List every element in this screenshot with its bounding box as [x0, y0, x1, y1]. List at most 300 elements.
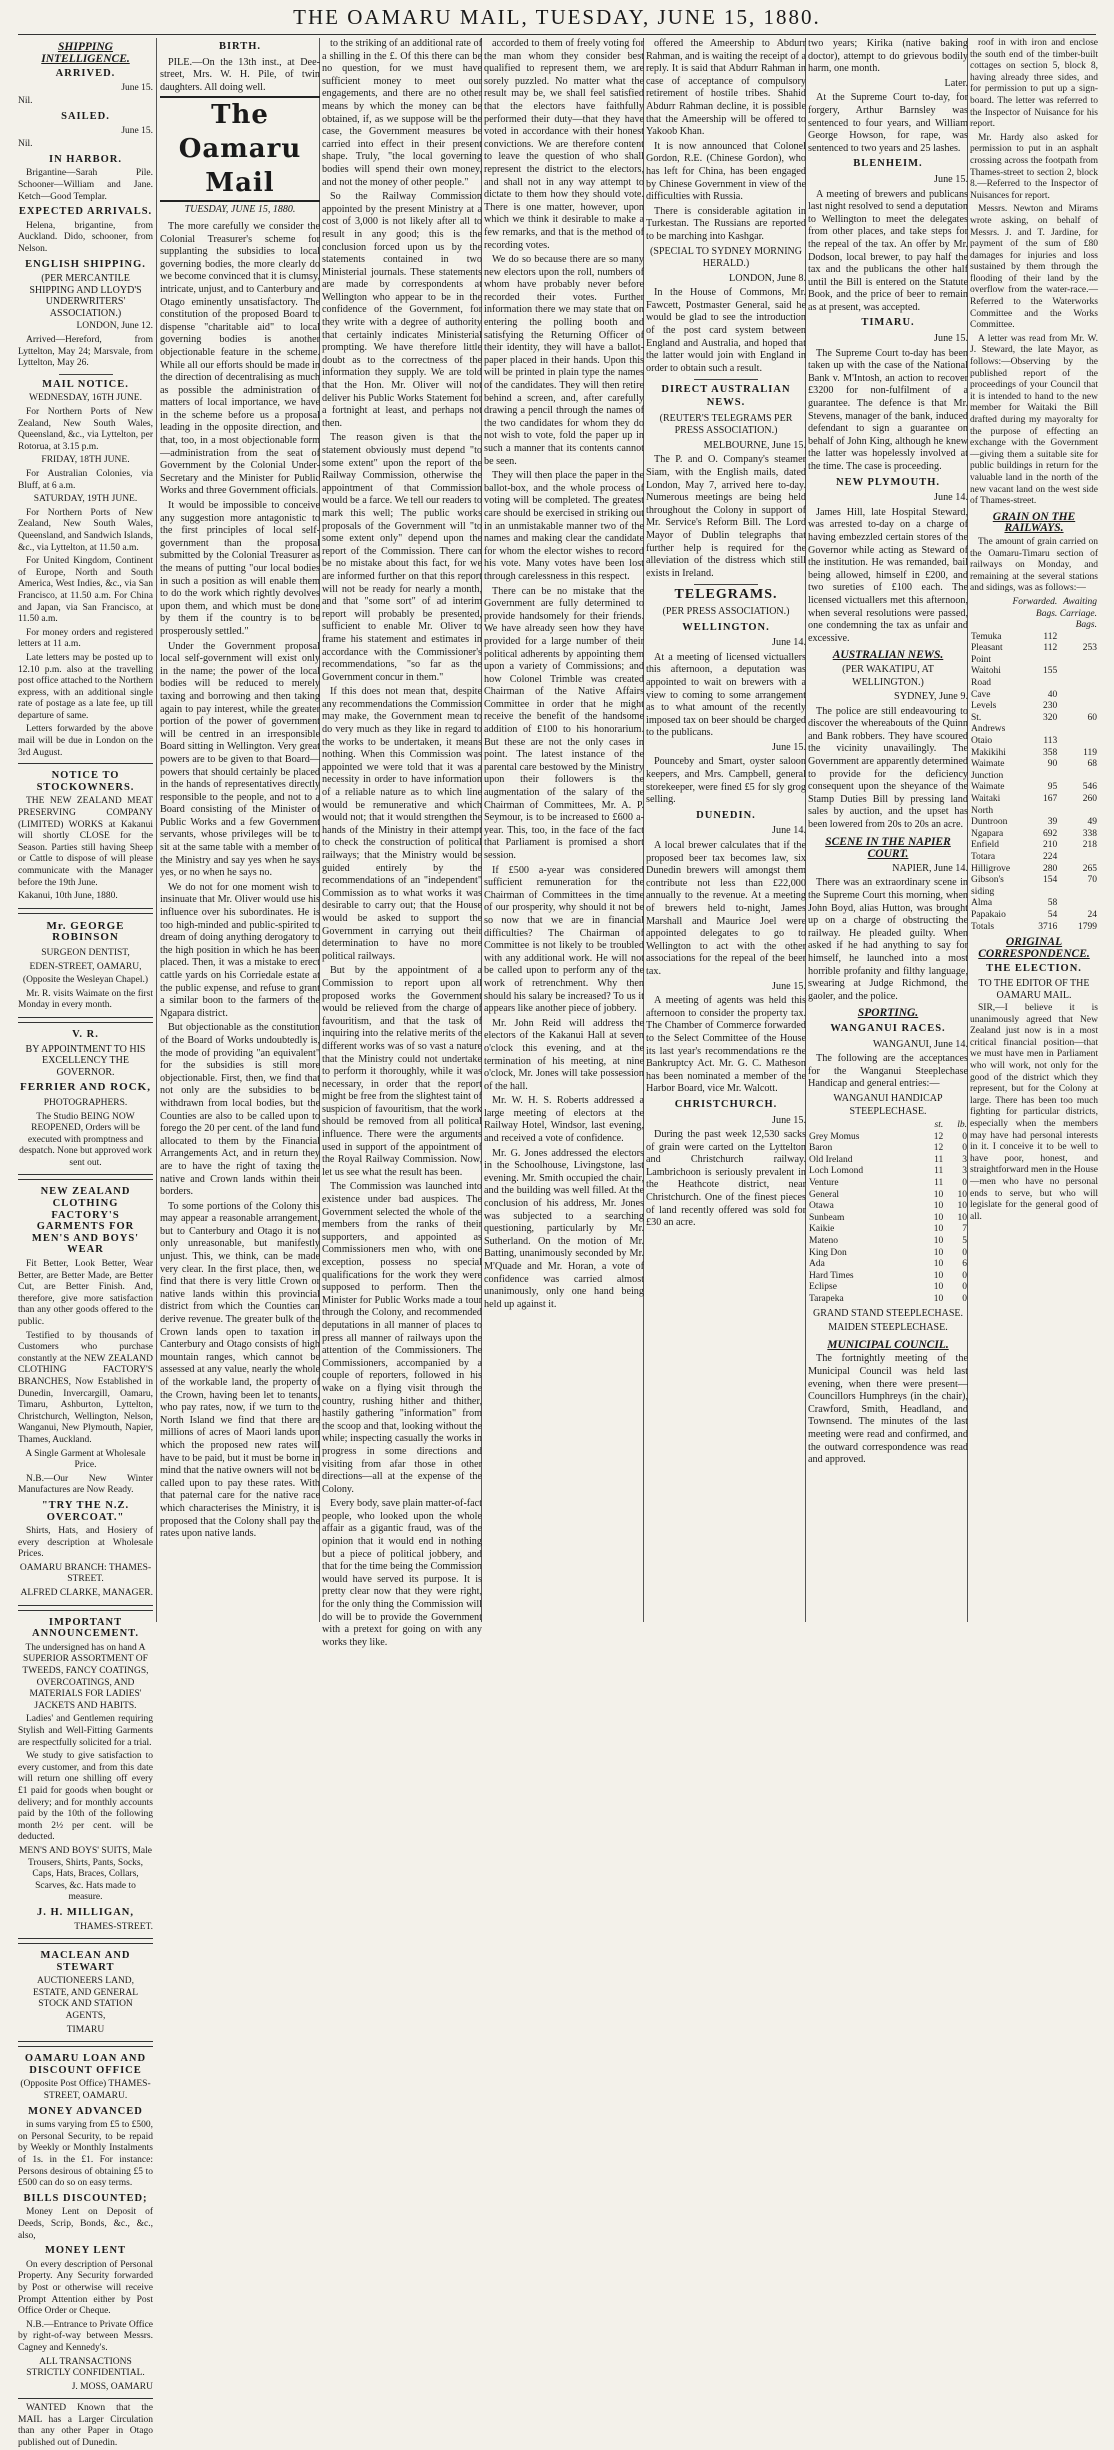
handicap-table — [808, 1120, 968, 1306]
table-cell: Hard Times — [809, 1270, 854, 1281]
grain-row — [970, 632, 1098, 644]
direct-sub: (REUTER'S TELEGRAMS PER PRESS ASSOCIATION.) — [659, 412, 793, 437]
maclean-place: TIMARU — [66, 2024, 105, 2035]
paragraph: If this does not mean that, despite any recommendations the Commission may make, the Government mean to do very much as they like in regard to the works to be undertaken, it means nothing. When this Commission was appointed we were told that it was a necessity in order to have information of a reliable nature as to which line would be remunerative and which would not; that it would strengthen the hands of the Ministry in their attempt to check the construction of political railways; that the Ministry would be guided entirely by the recommendations of an "independent" Commission as to what works it was desirable to carry out; that the House would be asked to support the Government in carrying out their determination to have no more political railways. — [322, 686, 482, 962]
dentist-near: (Opposite the Wesleyan Chapel.) — [22, 975, 149, 986]
table-cell: 70 — [1087, 875, 1097, 886]
table-cell: 10 — [933, 1294, 944, 1304]
mail-date: FRIDAY, 18TH JUNE. — [41, 455, 130, 466]
grain-row — [970, 840, 1098, 852]
bills-heading: BILLS DISCOUNTED; — [23, 2192, 148, 2204]
table-cell: 154 — [1043, 875, 1058, 886]
harbor-heading: IN HARBOR. — [48, 153, 122, 165]
table-cell: 338 — [1082, 828, 1097, 839]
column-header — [808, 1120, 921, 1132]
photographer-name: FERRIER AND ROCK, — [20, 1081, 151, 1094]
grain-row — [970, 690, 1098, 702]
table-cell: 11 — [934, 1178, 944, 1189]
separator — [59, 374, 113, 375]
timaru-text: The Supreme Court to-day has been taken up with the case of the National Bank v. M'Intosh, an action to recover £3200 for non-fulfilment of a guarantee. The defence is that Mr. Stevens, manager of the bank, induced defendant to sign a guarantee on behalf of John King, although he knew the latter was hopelessly involved at the time. The case is proceeding. — [808, 347, 968, 472]
table-cell: 0 — [962, 1247, 967, 1258]
table-cell: Alma — [971, 898, 993, 909]
dunedin-text: A local brewer calculates that if the proposed beer tax becomes law, six Dunedin brewers will amongst them contribute not less than £22,000 annually to the revenue. At a meeting of brewers held to-night, James Marshall and Maurice Joel were appointed delegates to go to Wellington to act with the other associations for the repeal of the beer tax. — [646, 840, 806, 977]
mail-text: For Australian Colonies, via Bluff, at 6 a.m. — [18, 469, 153, 491]
english-date: LONDON, June 12. — [76, 321, 153, 332]
paragraph: Every body, save plain matter-of-fact people, who looked upon the whole affair as a gigantic fraud, was of the opinion that it would end in nothing but a piece of political jobbery, and that for the time being the Commission would have served its purpose. It is pretty clear now that they were right, for the only thing the Commission will do will be to provide the Government with a pretext for going on with any works they like. — [322, 1498, 482, 1648]
clothing-heading: NEW ZEALAND CLOTHING FACTORY'S GARMENTS FOR MEN'S AND BOYS' WEAR — [31, 1186, 140, 1256]
clothing-text: Fit Better, Look Better, Wear Better, are Better Made, are Better Cut, are Better Finish. And, therefore, give more satisfaction than any other goods offered to the public. — [18, 1259, 153, 1327]
table-cell: 3 — [962, 1154, 967, 1165]
lent-text: On every description of Personal Property. Any Security forwarded by Post or otherwise will receive Prompt Attention either by Post Office Order or Cheque. — [18, 2259, 153, 2317]
table-cell: Sunbeam — [809, 1212, 845, 1223]
paragraph: There is considerable agitation in Turkestan. The Russians are reported to be marching into Kashgar. — [646, 205, 806, 242]
announcement-text: Ladies' and Gentlemen requiring Stylish and Well-Fitting Garments are respectfully solicited for a trial. — [18, 1714, 153, 1748]
municipal-text: The fortnightly meeting of the Municipal Council was held last evening, when there were present—Councillors Humphreys (in the chair), Crawford, Smith, Headland, and Townsend. The minutes of the last meeting were read and confirmed, and the outward correspondence was read and approved. — [808, 1353, 968, 1466]
table-cell: General — [809, 1189, 840, 1200]
dentist-address: EDEN-STREET, OAMARU, — [29, 961, 142, 972]
editorial-body — [322, 38, 482, 1649]
loan-text: in sums varying from £5 to £500, on Personal Security, to be repaid by Weekly or Monthly Instalments of 1s. in the £1. For instance: Persons desirous of obtaining £5 to £500 can do so on easy terms. — [18, 2120, 153, 2189]
table-cell: 253 — [1082, 643, 1097, 654]
branch-name: OAMARU BRANCH: THAMES-STREET. — [19, 1562, 152, 1585]
wellington-text: Pounceby and Smart, oyster saloon keepers, and Mrs. Campbell, general storekeeper, were fined £5 for sly grog selling. — [646, 756, 806, 806]
dunedin-date: June 15. — [772, 980, 806, 992]
milligan-name: J. H. MILLIGAN, — [37, 1906, 134, 1918]
table-cell: 10 — [957, 1201, 967, 1212]
new-plymouth-text: James Hill, late Hospital Steward, was arrested to-day on a charge of having embezzled certain stores of the Governor while acting as Steward of the institution. He was remanded, bail being allowed, himself in £200, and two sureties of £100 each. The licensed victuallers met this afternoon, when several resolutions were passed, one condemning the tax as unfair and excessive. — [808, 506, 968, 644]
table-cell: 10 — [933, 1212, 944, 1223]
napier-date: NAPIER, June 14. — [892, 862, 968, 874]
wellington-text: At a meeting of licensed victuallers this afternoon, a deputation was appointed to wait on brewers with a view to coming to some arrangement as to what amount of the recently imposed tax on beer should be charged to the publicans. — [646, 651, 806, 739]
paragraph: We do so because there are so many new electors upon the roll, numbers of whom have probably never before recorded their votes. Further information there we may state that on entering the polling booth and satisfying the Returning Officer of their identity, they will have a ballot-paper placed in their hands. Upon this will be printed in plain type the names of the candidates. They will then retire behind a screen, and, after carefully drawing a pencil through the names of the two candidates for whom they do not wish to vote, fold the paper up in such a manner that its contents cannot be seen. — [484, 254, 644, 467]
table-cell: 167 — [1043, 794, 1058, 804]
table-cell — [1058, 701, 1098, 713]
grain-total-awaiting: 1799 — [1078, 921, 1097, 932]
table-cell: 10 — [933, 1270, 944, 1281]
christchurch-text: During the past week 12,530 sacks of grain were carted on the Lyttelton and Christchurch railway. Lambrichoon is seriously prevalent in the Heathcote district, near Christchurch. One of the finest pieces of land recently offered was sold for £30 an acre. — [646, 1129, 806, 1229]
stock-sign: Kakanui, 10th June, 1880. — [18, 891, 118, 902]
handicap-row — [808, 1178, 968, 1190]
special-sub: (SPECIAL TO SYDNEY MORNING HERALD.) — [650, 245, 802, 270]
birth-text: PILE.—On the 13th inst., at Dee-street, Mrs. W. H. Pile, of twin daughters. All doing well. — [160, 56, 320, 93]
clothing-text: Shirts, Hats, and Hosiery of every description at Wholesale Prices. — [18, 1526, 153, 1560]
column-header: lb. — [957, 1120, 967, 1131]
stock-heading: NOTICE TO STOCKOWNERS. — [36, 770, 135, 793]
birth-heading: BIRTH. — [218, 41, 262, 52]
table-cell: 0 — [962, 1131, 967, 1142]
municipal-heading: MUNICIPAL COUNCIL. — [827, 1338, 949, 1351]
column-5 — [646, 38, 806, 1622]
table-cell: Tarapeka — [809, 1294, 844, 1304]
column-7 — [970, 38, 1098, 1622]
paragraph: The reason given is that the statement obviously must depend "to some extent" upon the report of the Railway Commission, otherwise the appointment of that Commission would be a farce. We tell our readers to mark this well; The public works proposals of the Government will "to some extent only" depend upon the report of the Commission. There can be no mistake about this fact, for we are informed further on that this report will not be ready for nearly a month, and that "some sort" of ad interim report will probably be presented, sufficient to enable Mr. Oliver to frame his statement and estimates in accordance with the Commissioner's recommendations, "so far as the Government concur in them." — [322, 432, 482, 683]
grain-total-label: Totals — [971, 921, 995, 932]
direct-date: MELBOURNE, June 15. — [703, 439, 806, 451]
moss-name: J. MOSS, OAMARU — [71, 2381, 153, 2392]
column-1 — [18, 38, 153, 2449]
table-cell: Waitohi Road — [971, 666, 1001, 689]
wanted-ad: WANTED Known that the MAIL has a Larger Circulation than any other Paper in Otago published out of Dunedin. — [18, 2403, 153, 2449]
page-masthead: THE OAMARU MAIL, TUESDAY, JUNE 15, 1880. — [293, 5, 821, 29]
handicap-row — [808, 1294, 968, 1306]
handicap-row — [808, 1143, 968, 1155]
mail-date: WEDNESDAY, 16TH JUNE. — [29, 393, 142, 404]
grain-row — [970, 759, 1098, 782]
correspondence-heading: ORIGINAL CORRESPONDENCE. — [978, 936, 1090, 960]
paragraph: To some portions of the Colony this may appear a reasonable arrangement, but to Canterbury and Otago it is not only unreasonable, but manifestly unjust. This, we think, can be made very clear. In the first place, then, we find that there is very little Crown or native lands within this provincial district from which the Counties can derive revenue. The greater bulk of the Crown lands open to taxation in Canterbury and Otago consists of high mountain ranges, which cannot be assessed at any value, nearly the whole of the workable land, the property of the Crown, having been let to tenants, who pay rates, now, if we turn to the North Island we find that there are millions of acres of Maori lands upon which the proposed new rates will have to be paid, but it must be borne in mind that the native owners will not be called upon to pay these rates. With that paternal care for the native race which characterises the Ministry, it is proposed that the Colony shall pay the rates upon native lands. — [160, 1200, 320, 1540]
table-cell: Makikihi — [971, 747, 1006, 758]
blenheim-text: A meeting of brewers and publicans last night resolved to send a deputation to Wellington to meet the delegates from other places, and take steps for the repeal of the tax. An offer by Mr. Dodson, local brewer, to pay half the tax and the publicans the other half until the Bill is entered on the Statute Book, and the price of beer to remain as at present, was accepted. — [808, 188, 968, 313]
christchurch-heading: CHRISTCHURCH. — [674, 1098, 778, 1110]
wellington-date: June 14. — [772, 637, 806, 649]
table-cell: Cave — [971, 689, 991, 700]
clothing-ad — [18, 1179, 153, 1605]
new-plymouth-heading: NEW PLYMOUTH. — [835, 476, 940, 488]
column-header: Awaiting Carriage. Bags. — [1059, 596, 1097, 631]
table-cell: Levels — [971, 701, 997, 712]
dentist-name: Mr. GEORGE ROBINSON — [46, 919, 125, 944]
clothing-text: A Single Garment at Wholesale Price. — [25, 1448, 146, 1471]
grain-row — [970, 864, 1098, 876]
grain-row — [970, 736, 1098, 748]
cable-news-body — [646, 38, 806, 244]
mail-text: For money orders and registered letters at 11 a.m. — [18, 627, 153, 650]
paragraph: The more carefully we consider the Colonial Treasurer's scheme for supplanting the subsidies to local governing bodies, the more clearly do we become convinced that it is clumsy, intricate, unjust, and to Canterbury and Otago eminently unsatisfactory. The constitution of the proposed Board to dispense "charitable aid" to local governing bodies is another objectionable feature in the scheme. While all our efforts should be made in the direction of decentralising as much as possible the administration of matters of local importance, we have in the scheme before us a proposal leading in the opposite direction, and that, too, in a most objectionable form—administration from the seat of Government by the Colonial Under-Secretary and the Minister for Public Works and three Government officials. — [160, 220, 320, 497]
table-cell: Waimate — [971, 782, 1005, 793]
dentist-text: Mr. R. visits Waimate on the first Monday in every month. — [18, 988, 153, 1011]
grain-row — [970, 898, 1098, 910]
branch-manager: ALFRED CLARKE, MANAGER. — [20, 1588, 153, 1599]
table-cell: 210 — [1043, 840, 1058, 851]
table-cell: Hilligrove — [971, 863, 1011, 874]
stockowners-ad — [18, 763, 153, 909]
table-cell: 24 — [1087, 909, 1097, 920]
handicap-row — [808, 1271, 968, 1283]
grain-text: The amount of grain carried on the Oamaru-Timaru section of railways on Monday, and remaining at the several stations and sidings, was as follows:— — [970, 536, 1098, 594]
handicap-row — [808, 1190, 968, 1202]
table-cell: 58 — [1047, 898, 1058, 909]
table-cell: Baron — [809, 1143, 833, 1154]
table-cell: 0 — [962, 1282, 967, 1293]
table-cell — [1058, 690, 1098, 702]
arrived-heading: ARRIVED. — [55, 68, 116, 80]
clothing-text: Testified to by thousands of Customers who purchase constantly at the NEW ZEALAND CLOTHING FACTORY'S BRANCHES, Now Established in Dunedin, Invercargill, Oamaru, Timaru, Ashburton, Lyttelton, Christchurch, Wellington, Nelson, Wanganui, New Plymouth, Napier, Thames, Auckland. — [18, 1330, 153, 1445]
announcement-ad — [18, 1610, 153, 1939]
table-cell: 60 — [1087, 712, 1097, 723]
photographer-title: PHOTOGRAPHERS. — [43, 1097, 128, 1108]
telegrams-sub: (PER PRESS ASSOCIATION.) — [662, 605, 790, 617]
court-text: two years; Kirika (native baking doctor), attempt to do grievous bodily harm, one month. — [808, 38, 968, 75]
table-cell: 3 — [962, 1166, 967, 1177]
bills-text: Money Lent on Deposit of Deeds, Scrip, Bonds, &c., &c., also, — [18, 2207, 153, 2241]
handicap-row — [808, 1259, 968, 1271]
paper-title: The Oamaru Mail — [160, 96, 320, 202]
sporting-heading: SPORTING. — [857, 1007, 919, 1020]
maclean-heading: MACLEAN AND STEWART — [40, 1950, 131, 1973]
table-cell: 11 — [934, 1154, 944, 1165]
loan-ad — [18, 2046, 153, 2399]
table-cell: Eclipse — [809, 1282, 837, 1293]
loan-address: (Opposite Post Office) THAMES-STREET, OAMARU. — [20, 2079, 151, 2102]
announcement-heading: IMPORTANT ANNOUNCEMENT. — [31, 1616, 139, 1640]
dunedin-date: June 14. — [772, 825, 806, 837]
english-text: Arrived—Hereford, from Lyttelton, May 24; Marsvale, from Lyttelton, May 26. — [18, 335, 153, 369]
mail-heading: MAIL NOTICE. — [42, 378, 129, 390]
dunedin-heading: DUNEDIN. — [696, 809, 756, 821]
wanganui-date: WANGANUI, June 14. — [872, 1038, 968, 1050]
table-cell: Grey Momus — [809, 1131, 860, 1142]
table-cell: Kaikie — [809, 1224, 835, 1235]
timaru-heading: TIMARU. — [861, 317, 915, 329]
dunedin-text: A meeting of agents was held this afternoon to consider the property tax. The Chamber of Commerce forwarded to the Select Committee of the House its last year's recommendations re the Bankruptcy Act. Mr. G. C. Matheson has been nominated a member of the Harbor Board, vice Mr. Walcott. — [646, 995, 806, 1095]
table-cell: 10 — [933, 1247, 944, 1258]
table-cell: 39 — [1047, 817, 1058, 828]
timaru-date: June 15. — [934, 333, 968, 345]
wellington-date: June 15. — [772, 741, 806, 753]
sailed-heading: SAILED. — [61, 110, 110, 122]
blenheim-date: June 15. — [934, 173, 968, 185]
paragraph: The Commission was launched into existence under bad auspices. The Government selected the whole of the members from the ranks of their supporters, and appointed as Commissioners men who, with one exception, possess no special qualifications for the work they were supposed to perform. Then the Minister for Public Works made a tour through the Colony, and recommended deputations in all manner of places to press all manner of railways upon the attention of the Commissioners. The Commissioners, accompanied by a couple of reporters, followed in his wake on a flying visit through the country, rushing hither and thither, hastily gathering "information" from the scoop and that, looking without the while; inspecting casually the works in progress in some directions and visiting from afar those in other directions—all at the expense of the Colony. — [322, 1181, 482, 1495]
mail-text: For Northern Ports of New Zealand, New South Wales, Queensland, &c., via Lyttelton, per Rotorua, at 3.15 p.m. — [18, 407, 153, 452]
handicap-row — [808, 1236, 968, 1248]
table-cell: 155 — [1043, 666, 1058, 677]
grain-row — [970, 713, 1098, 736]
table-cell: Pleasant Point — [971, 643, 1003, 665]
table-cell: Loch Lomond — [809, 1166, 864, 1177]
table-cell: Papakaio — [971, 909, 1006, 920]
handicap-row — [808, 1224, 968, 1236]
paragraph: A letter was read from Mr. W. J. Steward, the late Mayor, as follows:—Observing by the published report of the proceedings of your Council that it is intended to hand to the new member for Waitaki the Bill drafted during my mayoralty for the purpose of effecting an exchange with the Government—giving them a suitable site for public buildings in return for the valuable land in the north of the new vacant land on the west side of Thames-street. — [970, 333, 1098, 507]
paragraph: Messrs. Newton and Mirams wrote asking, on behalf of Messrs. J. and T. Jardine, for payment of the sum of £80 damages for injuries and loss sustained by them through the flooding of their land by the overflow from the water-race.—Referred to the Waterworks Committee and the Works Committee. — [970, 204, 1098, 331]
maclean-ad — [18, 1943, 153, 2042]
handicap-row — [808, 1166, 968, 1178]
direct-text: The P. and O. Company's steamer Siam, with the English mails, dated London, May 7, arrived here to-day. Numerous meetings are being held throughout the Colony in support of Mr. Service's Reform Bill. The Lord Mayor of Dublin telegraphs that further help is required for the alleviation of the distress which still exists in Ireland. — [646, 454, 806, 579]
separator — [694, 584, 758, 585]
grain-total-row — [970, 922, 1098, 934]
lent-text: ALL TRANSACTIONS STRICTLY CONFIDENTIAL. — [26, 2356, 145, 2379]
column-3 — [322, 38, 482, 1648]
election-to: TO THE EDITOR OF THE OAMARU MAIL. — [978, 977, 1090, 1001]
table-cell — [1058, 898, 1098, 910]
table-cell: 260 — [1082, 794, 1097, 804]
royal-monogram: V. R. — [72, 1028, 99, 1040]
expected-text: Helena, brigantine, from Auckland. Dido, schooner, from Nelson. — [18, 220, 153, 254]
expected-heading: EXPECTED ARRIVALS. — [18, 206, 153, 218]
grain-table — [970, 597, 1098, 933]
table-cell: 90 — [1047, 759, 1058, 770]
paragraph: They will then place the paper in the ballot-box, and the whole process of voting will be completed. The greatest care should be exercised in striking out in an unmistakable manner two of the names and making clear the candidate for whom the elector wishes to record his vote. Many votes have been lost through carelessness in this respect. — [484, 470, 644, 582]
paragraph: roof in with iron and enclose the south end of the timber-built cottages on section 5, block 8, having already three sides, and for permission to put up a sign-board. The letter was referred to the Inspector of Nuisance for his report. — [970, 38, 1098, 130]
table-cell: 11 — [934, 1166, 944, 1177]
grain-row — [970, 701, 1098, 713]
column-4 — [484, 38, 644, 1622]
grain-row — [970, 817, 1098, 829]
table-cell: 10 — [933, 1189, 944, 1200]
table-cell: St. Andrews — [971, 712, 1006, 735]
paragraph: Mr. W. H. S. Roberts addressed a large meeting of electors at the Railway Hotel, Windsor, last evening, and received a vote of confidence. — [484, 1095, 644, 1145]
grain-row — [970, 782, 1098, 794]
australian-sub: (PER WAKATIPU, AT WELLINGTON.) — [842, 663, 934, 688]
table-cell: 95 — [1047, 782, 1058, 793]
court-text: At the Supreme Court to-day, for forgery, Arthur Barnsley was sentenced to four years, and William George Howson, for rape, was sentenced to two years and 25 lashes. — [808, 92, 968, 154]
table-cell: 7 — [962, 1224, 967, 1235]
lent-text: N.B.—Entrance to Private Office by right-of-way between Messrs. Cagney and Kennedy's. — [18, 2319, 153, 2353]
editorial-dateline: TUESDAY, JUNE 15, 1880. — [184, 204, 296, 216]
loan-heading: OAMARU LOAN AND DISCOUNT OFFICE — [24, 2053, 147, 2076]
grain-heading: GRAIN ON THE RAILWAYS. — [992, 510, 1076, 535]
harbor-text: Brigantine—Sarah Pile. Schooner—William and Jane. Ketch—Good Templar. — [18, 168, 153, 202]
grain-total-forwarded: 3716 — [1038, 921, 1058, 932]
local-news-body — [484, 38, 644, 1311]
grain-row — [970, 852, 1098, 864]
grain-row — [970, 910, 1098, 922]
table-cell: 10 — [933, 1259, 944, 1270]
grain-row — [970, 829, 1098, 841]
column-divider — [156, 38, 157, 1622]
grain-row — [970, 666, 1098, 689]
table-cell: Duntroon — [971, 817, 1008, 828]
table-cell: 10 — [933, 1282, 944, 1293]
table-cell: 54 — [1047, 909, 1058, 920]
column-header — [970, 597, 1011, 632]
table-cell: 49 — [1087, 817, 1097, 828]
table-cell: Gibson's siding — [971, 875, 1004, 897]
grain-row — [970, 794, 1098, 817]
mail-text: Letters forwarded by the above mail will be due in London on the 3rd August. — [18, 724, 153, 758]
english-sub: (PER MERCANTILE SHIPPING AND LLOYD'S UNDERWRITERS' ASSOCIATION.) — [29, 273, 142, 319]
table-cell: 12 — [933, 1131, 944, 1142]
table-cell — [1058, 852, 1098, 864]
table-cell: 265 — [1082, 863, 1097, 874]
paragraph: But objectionable as the constitution of the Board of Works undoubtedly is, the mode of providing "an equivalent" for the subsidies is still more objectionable. First, then, we find that not only are the subsidies to be withdrawn from local bodies, but the Counties are also to be called upon to forego the 20 per cent. of the land fund allocated to them by the Financial Arrangements Act, and in return they are to have the right of taxing the native and Crown lands within their borders. — [160, 1022, 320, 1198]
paragraph: Mr. G. Jones addressed the electors in the Schoolhouse, Livingstone, last evening. Mr. Smith occupied the chair, and the building was well filled. At the conclusion of his address, Mr. Jones was subjected to a searching questioning, particularly by Mr. Sutherland. On the motion of Mr. Batting, unanimously seconded by Mr. M'Quade and Mr. Horan, a vote of confidence was carried almost unanimously, only one hand being held up against it. — [484, 1147, 644, 1310]
table-cell — [1058, 736, 1098, 748]
table-cell: 112 — [1043, 643, 1058, 654]
napier-text: There was an extraordinary scene in the Supreme Court this morning, when John Boyd, alias Hutton, was brought up on a charge of obstructing the railway. He pleaded guilty. When asked if he had anything to say for himself, he launched into a most horrible profanity and filthy language, swearing at Judge Richmond, the gaoler, and the police. — [808, 877, 968, 1002]
table-cell: 230 — [1043, 701, 1058, 712]
stock-text: THE NEW ZEALAND MEAT PRESERVING COMPANY (LIMITED) WORKS at Kakanui will shortly CLOSE for the Season. Parties still having Sheep or Cattle to dispose of will please communicate with the Manager before the 19th June. — [18, 796, 153, 888]
later-label: Later. — [944, 77, 968, 89]
table-cell: Venture — [809, 1178, 839, 1189]
election-letter: SIR,—I believe it is unanimously agreed that New Zealand just now is in a most critical financial position—that we must have men in Parliament who will work, not only for the good of the district which they represent, but for the Colony at large. There has been too much fighting for particular districts, especially when the members may have had personal interests in it. I conceive it to be well to have poor, honest, and straightforward men in the House—men who have no personal ends to serve, but who will legislate for the general good of all. — [970, 1003, 1098, 1222]
table-cell: 5 — [962, 1236, 967, 1247]
australian-text: The police are still endeavouring to discover the whereabouts of the Quinn and Bank robbers. They have scoured the vicinity unavailingly. The Government are apparently determined to provide for the deficiency consequent upon the sheyance of the Stamp Duties Bill by pressing land sales by auction, and the upset has been lowered from 20s to 20s an acre. — [808, 705, 968, 831]
table-cell: 119 — [1083, 747, 1097, 758]
table-cell: 0 — [962, 1143, 967, 1154]
paragraph: It is now announced that Colonel Gordon, R.E. (Chinese Gordon), who has left for China, has been engaged by Chinese Government in view of the difficulties with Russia. — [646, 140, 806, 203]
separator — [694, 379, 758, 380]
election-heading: THE ELECTION. — [986, 963, 1082, 975]
table-cell: Old Ireland — [809, 1154, 853, 1165]
handicap-row — [808, 1213, 968, 1225]
grand-stand-heading: GRAND STAND STEEPLECHASE. — [812, 1307, 964, 1319]
handicap-row — [808, 1155, 968, 1167]
table-cell — [1058, 666, 1098, 689]
table-cell: 0 — [962, 1270, 967, 1281]
paragraph: Mr. Hardy also asked for permission to put in an asphalt crossing across the footpath from Thames-street to section 2, block 8.—Referred to the Inspector of Nuisances for report. — [970, 132, 1098, 201]
special-date: LONDON, June 8. — [729, 272, 806, 284]
table-cell: 6 — [962, 1259, 967, 1270]
table-cell: 10 — [933, 1224, 944, 1235]
table-cell: Waimate Junction — [971, 759, 1005, 781]
table-cell — [1058, 632, 1098, 644]
photographer-text: The Studio BEING NOW REOPENED, Orders will be executed with promptness and despatch. None but approved work sent out. — [19, 1111, 152, 1168]
mail-date: SATURDAY, 19TH JUNE. — [33, 494, 138, 505]
table-cell: 280 — [1043, 863, 1058, 874]
grain-row — [970, 748, 1098, 760]
table-cell: 40 — [1047, 689, 1058, 700]
mail-text: Late letters may be posted up to 12.10 p.m. also at the travelling post office attached to the Northern express, with an additional single rate of postage as a late fee, up till departure of same. — [18, 652, 153, 721]
column-6 — [808, 38, 968, 1622]
handicap-heading: WANGANUI HANDICAP STEEPLECHASE. — [833, 1092, 943, 1117]
direct-heading: DIRECT AUSTRALIAN NEWS. — [661, 384, 791, 409]
table-cell: 10 — [933, 1236, 944, 1247]
handicap-row — [808, 1201, 968, 1213]
table-cell: 113 — [1043, 736, 1058, 747]
handicap-row — [808, 1248, 968, 1260]
table-cell: Mateno — [809, 1236, 839, 1247]
christchurch-date: June 15. — [772, 1114, 806, 1126]
table-cell: King Don — [809, 1247, 847, 1258]
napier-heading: SCENE IN THE NAPIER COURT. — [825, 835, 951, 861]
paragraph: If £500 a-year was considered sufficient remuneration for the Chairman of Committees in the time of our prosperity, why should it not be so now that we are in financial difficulties? The Chairman of Committee is not likely to be troubled with any additional work. He will not be called upon to perform any of the work of retrenchment. Why then should his salary be increased? To us it appears like another piece of jobbery. — [484, 864, 644, 1015]
loan-sub: MONEY ADVANCED — [28, 2105, 143, 2117]
wanganui-text: The following are the acceptances for the Wanganui Steeplechase Handicap and general entries:— — [808, 1053, 968, 1090]
council-body — [970, 38, 1098, 508]
top-rule — [18, 34, 1096, 35]
table-cell: 320 — [1043, 712, 1058, 723]
paragraph: We do not for one moment wish to insinuate that Mr. Oliver would use his influence over his subordinates. He is too high-minded and public-spirited to dream of doing anything derogatory to the high position in which he has been placed. Then, it was a mistake to erect cattle yards on his Corriedale estate at the public expense, and refuse to grant a similar boon to the farmers of the Ngapara district. — [160, 881, 320, 1019]
table-cell: Enfield — [971, 840, 999, 851]
handicap-row — [808, 1132, 968, 1144]
maiden-heading: MAIDEN STEEPLECHASE. — [828, 1322, 948, 1334]
paragraph: Mr. John Reid will address the electors of the Kakanui Hall at seven o'clock this evening, and at the termination of his meeting, at nine o'clock, Mr. Jones will take possession of the hall. — [484, 1017, 644, 1092]
grain-row — [970, 875, 1098, 898]
announcement-text: MEN'S AND BOYS' SUITS, Male Trousers, Shirts, Pants, Socks, Caps, Hats, Braces, Collars, Scarves, &c. Hats made to measure. — [18, 1845, 152, 1903]
table-cell: 10 — [957, 1189, 967, 1200]
table-cell: 0 — [962, 1178, 967, 1189]
milligan-address: THAMES-STREET. — [74, 1921, 153, 1932]
table-cell: 546 — [1082, 782, 1097, 793]
special-text: In the House of Commons, Mr. Fawcett, Postmaster General, said he would be glad to see the introduction of the post card system between England and Australia, and hoped that the latter would join with England in order to obtain such a result. — [646, 287, 806, 374]
table-cell: Ngapara — [971, 828, 1004, 839]
column-header: Forwarded. Bags. — [1012, 596, 1058, 619]
table-cell: Ada — [809, 1259, 825, 1270]
table-cell: 112 — [1043, 631, 1058, 642]
table-cell: 68 — [1087, 759, 1097, 770]
table-cell: Otaio — [971, 736, 993, 747]
dentist-ad — [18, 913, 153, 1018]
announcement-text: We study to give satisfaction to every customer, and from this date will return one shilling off every £1 paid for goods when bought or delivery; and for monthly accounts paid by the 10th of the following month 2½ per cent. will be deducted. — [18, 1751, 153, 1843]
blenheim-heading: BLENHEIM. — [853, 158, 923, 170]
sailed-date: June 15. — [121, 125, 153, 136]
lent-heading: MONEY LENT — [44, 2245, 127, 2257]
table-cell: 358 — [1043, 747, 1058, 758]
table-cell: 12 — [933, 1143, 944, 1154]
announcement-text: The undersigned has on hand A SUPERIOR ASSORTMENT OF TWEEDS, FANCY COATINGS, OVERCOATINGS, AND MATERIALS FOR LADIES' JACKETS AND HABITS. — [22, 1642, 149, 1711]
paragraph: But by the appointment of a Commission to report upon all proposed works the Government would be relieved from the charge of favouritism, and that the task of inquiring into the relative merits of the different works was of so vast a nature that the Ministry could not undertake to perform it thoroughly, while it was necessary, in order that the report might be free from the slightest taint of suspicion of favouritism, that the work should be removed from all political influence. There were the arguments used in support of the appointment of the Royal Railway Commission. Now, let us see what the result has been. — [322, 965, 482, 1178]
paragraph: So the Railway Commission appointed by the present Ministry at a cost of 3,000 is not likely after all to result in any good; this is the conclusion forced upon us by the statements contained in two Ministerial journals. These statements are made by correspondents at Wellington who appear to be in the confidence of the Government, for they write with a degree of authority that certainly indicates Ministerial prompting. We have therefore little doubt as to the correctness of the information they supply. We are told that the Hon. Mr. Oliver will not deliver his Public Works Statement for a fortnight at least, and perhaps not then. — [322, 191, 482, 429]
arrived-text: Nil. — [18, 96, 33, 107]
wellington-heading: WELLINGTON. — [682, 621, 770, 633]
clothing-text: N.B.—Our New Winter Manufactures are Now Ready. — [18, 1473, 153, 1496]
table-cell: 224 — [1043, 851, 1058, 862]
mail-text: For Northern Ports of New Zealand, New South Wales, Queensland, and Sandwich Islands, &c., via Lyttelton, at 11.50 a.m. — [18, 507, 153, 553]
paragraph: It would be impossible to conceive any suggestion more antagonistic to the first principles of local self-government than the proposal submitted by the Colonial Treasurer as the means of putting "our local bodies in such a position as will enable them to do the work which rightly devolves upon them, and which must be done by them if the country is to be prosperously settled." — [160, 500, 320, 637]
appointment-text: BY APPOINTMENT TO HIS EXCELLENCY THE GOVERNOR. — [25, 1043, 146, 1078]
editorial-body — [160, 221, 320, 1541]
shipping-heading: SHIPPING INTELLIGENCE. — [41, 41, 130, 65]
